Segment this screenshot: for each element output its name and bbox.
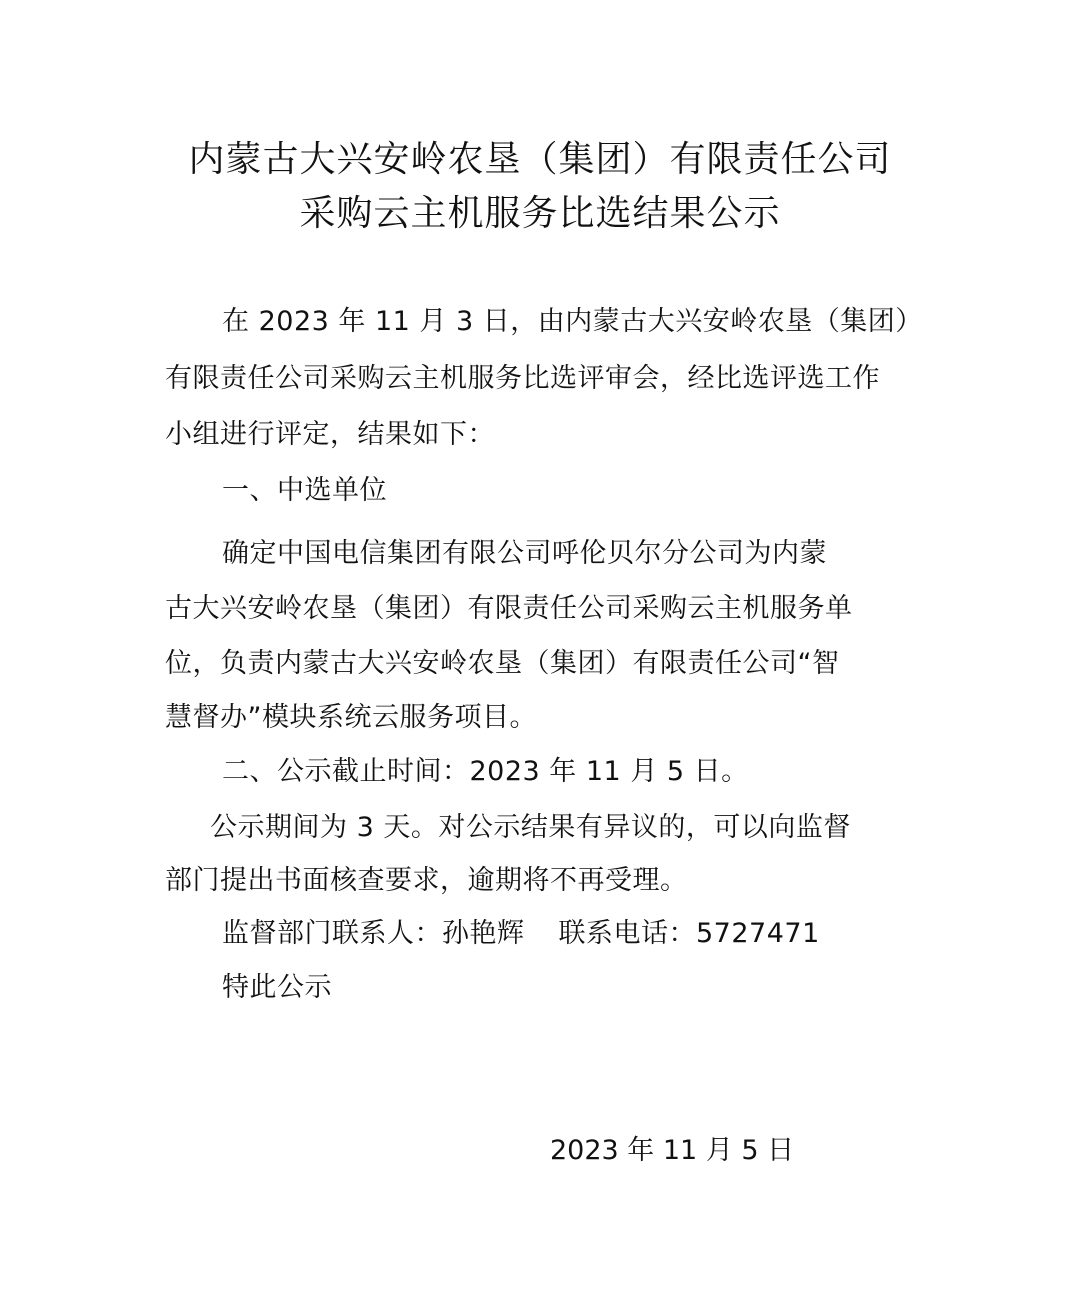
section-1-heading: 一、中选单位	[222, 475, 387, 506]
intro-line-2: 有限责任公司采购云主机服务比选评审会，经比选评选工作	[165, 363, 880, 394]
document-title-line-1: 内蒙古大兴安岭农垦（集团）有限责任公司	[188, 139, 892, 180]
closing-text: 特此公示	[222, 972, 332, 1003]
document-title-line-2: 采购云主机服务比选结果公示	[299, 193, 781, 234]
section-2-heading: 二、公示截止时间：2023 年 11 月 5 日。	[222, 756, 749, 787]
section-1-line-4: 慧督办”模块系统云服务项目。	[165, 702, 537, 733]
section-1-line-3: 位，负责内蒙古大兴安岭农垦（集团）有限责任公司“智	[165, 648, 840, 679]
signature-date: 2023 年 11 月 5 日	[550, 1135, 795, 1166]
intro-line-3: 小组进行评定，结果如下：	[165, 419, 495, 450]
notice-line-1: 公示期间为 3 天。对公示结果有异议的，可以向监督	[210, 812, 851, 843]
contact-person-name: 孙艳辉	[442, 918, 525, 949]
contact-person-label: 监督部门联系人：	[222, 918, 442, 949]
section-1-line-1: 确定中国电信集团有限公司呼伦贝尔分公司为内蒙	[222, 538, 827, 569]
contact-phone-label: 联系电话：	[558, 918, 696, 949]
section-1-line-2: 古大兴安岭农垦（集团）有限责任公司采购云主机服务单	[165, 593, 853, 624]
notice-line-2: 部门提出书面核查要求，逾期将不再受理。	[165, 865, 688, 896]
contact-line	[222, 914, 982, 954]
contact-phone-number: 5727471	[696, 918, 820, 949]
intro-line-1: 在 2023 年 11 月 3 日，由内蒙古大兴安岭农垦（集团）	[222, 306, 923, 337]
